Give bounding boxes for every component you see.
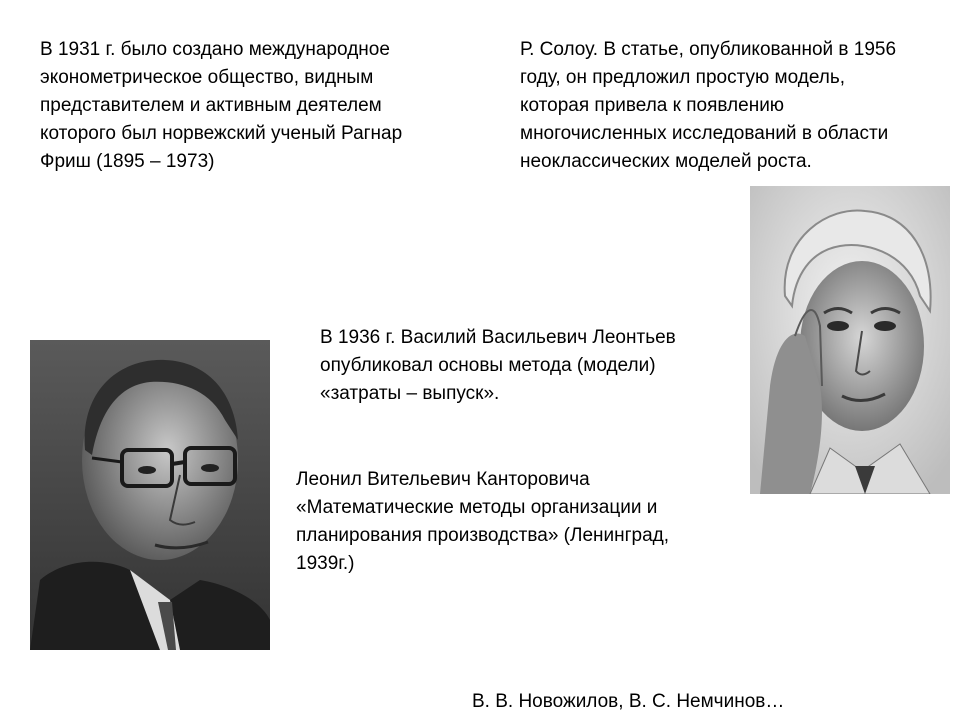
text-line: неоклассических моделей роста. <box>520 151 812 172</box>
kantorovich-paragraph <box>296 466 669 578</box>
text-line: Р. Солоу. В статье, опубликованной в 1956 <box>520 39 897 60</box>
footer-names: В. В. Новожилов, В. С. Немчинов… <box>472 691 785 712</box>
text-line: Леонил Вительевич Канторовича <box>296 469 590 490</box>
text-line: планирования производства» (Ленинград, <box>296 525 670 546</box>
text-line: В 1931 г. было создано международное <box>40 39 390 60</box>
text-line: которого был норвежский ученый Рагнар <box>40 123 403 144</box>
portrait-photo-right <box>750 186 950 494</box>
text-line: 1939г.) <box>296 553 355 574</box>
text-line: В 1936 г. Василий Васильевич Леонтьев <box>320 327 676 348</box>
frisch-paragraph <box>40 36 402 176</box>
text-line: «затраты – выпуск». <box>320 383 500 404</box>
portrait-photo-left <box>30 340 270 650</box>
text-line: многочисленных исследований в области <box>520 123 889 144</box>
text-line: году, он предложил простую модель, <box>520 67 846 88</box>
text-line: представителем и активным деятелем <box>40 95 382 116</box>
text-line: «Математические методы организации и <box>296 497 658 518</box>
text-line: Фриш (1895 – 1973) <box>40 151 215 172</box>
solow-paragraph <box>520 36 896 176</box>
text-line: эконометрическое общество, видным <box>40 67 374 88</box>
leontief-paragraph <box>320 324 676 408</box>
text-line: опубликовал основы метода (модели) <box>320 355 656 376</box>
text-line: которая привела к появлению <box>520 95 785 116</box>
